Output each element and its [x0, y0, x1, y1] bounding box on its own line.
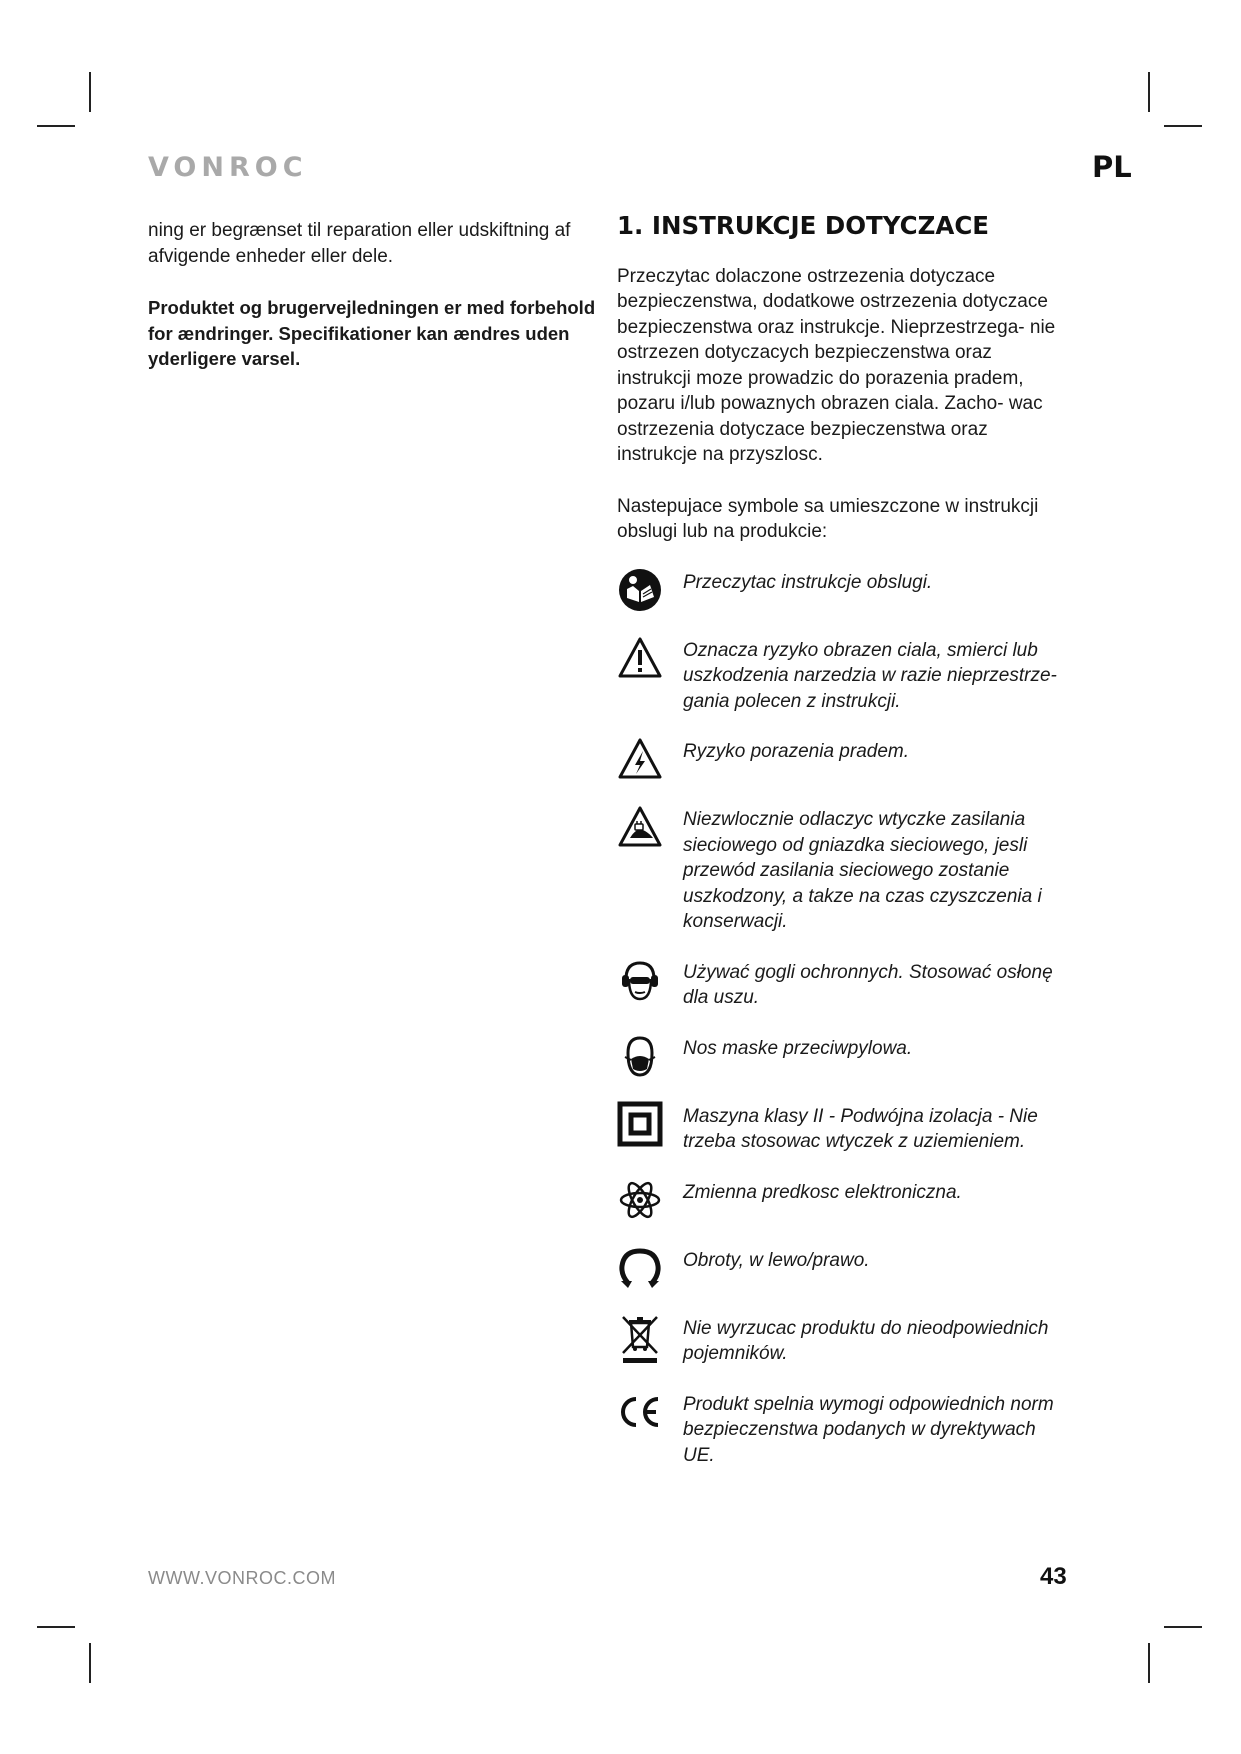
symbol-item: [617, 739, 1067, 782]
disclaimer-text: Produktet og brugervejledningen er med forbehold for ændringer. Specifikationer kan ændres uden yderligere varsel.: [148, 297, 596, 369]
symbol-item: [617, 1180, 1067, 1223]
crop-mark: [37, 1626, 75, 1628]
brand-logo: VONROC: [148, 152, 308, 183]
crop-mark: [1164, 1626, 1202, 1628]
left-column: [148, 218, 598, 398]
rotation-icon: [617, 1245, 663, 1291]
symbol-text: Nie wyrzucac produktu do nieodpowiednich pojemników.: [683, 1317, 1049, 1364]
symbol-item: [617, 1036, 1067, 1079]
symbol-item: [617, 1104, 1067, 1155]
unplug-icon: [617, 804, 663, 850]
crop-mark: [37, 125, 75, 127]
footer-url: WWW.VONROC.COM: [148, 1568, 336, 1588]
crop-mark: [1148, 72, 1150, 112]
warning-icon: [617, 635, 663, 681]
symbol-text: Nos maske przeciwpylowa.: [683, 1037, 913, 1059]
symbol-item: [617, 960, 1067, 1011]
symbol-item: [617, 638, 1067, 715]
goggles-ear-protection-icon: [617, 957, 663, 1003]
crop-mark: [89, 1643, 91, 1683]
read-manual-icon: [617, 567, 663, 613]
symbol-text: Niezwlocznie odlaczyc wtyczke zasilania sieciowego od gniazdka sieciowego, jesli przewód zasilania sieciowego zostanie uszkodzony, a takze na czas czyszczenia i konserwacji.: [683, 809, 1042, 932]
class-two-icon: [617, 1101, 663, 1147]
symbol-text: Ryzyko porazenia pradem.: [683, 741, 909, 762]
crop-mark: [1164, 125, 1202, 127]
symbol-item: [617, 1316, 1067, 1367]
symbols-intro-text: Nastepujace symbole sa umieszczone w instrukcji obslugi lub na produkcie:: [617, 495, 1039, 542]
symbol-list: [617, 570, 1067, 1469]
symbol-text: Produkt spelnia wymogi odpowiednich norm bezpieczenstwa podanych w dyrektywach UE.: [683, 1393, 1054, 1466]
ce-mark-icon: [617, 1389, 663, 1435]
symbol-item: [617, 1248, 1067, 1291]
crop-mark: [89, 72, 91, 112]
symbol-item: [617, 570, 1067, 613]
symbol-text: Zmienna predkosc elektroniczna.: [683, 1181, 962, 1203]
language-code: PL: [1092, 150, 1132, 184]
symbol-item: [617, 1392, 1067, 1469]
symbol-item: [617, 807, 1067, 935]
symbol-text: Maszyna klasy II - Podwójna izolacja - Nie trzeba stosowac wtyczek z uziemieniem.: [683, 1105, 1038, 1152]
variable-speed-icon: [617, 1177, 663, 1223]
symbol-text: Oznacza ryzyko obrazen ciala, smierci lub uszkodzenia narzedzia w razie nieprzestrze- gania polecen z instrukcji.: [683, 639, 1057, 712]
dust-mask-icon: [617, 1033, 663, 1079]
symbol-text: Przeczytac instrukcje obslugi.: [683, 571, 933, 593]
right-column: [617, 213, 1067, 1493]
safety-intro-text: Przeczytac dolaczone ostrzezenia dotyczace bezpieczenstwa, dodatkowe ostrzezenia dotyczace bezpieczenstwa oraz instrukcje. Nieprzestrzega- nie ostrzezen dotyczacych bezpieczenstwa oraz instrukcji moze prowadzic do porazenia pradem, pozaru i/lub powaznych obrazen ciala. Zacho- wac ostrzezenia dotyczace bezpieczenstwa oraz instrukcje na przyszlosc.: [617, 265, 1056, 465]
crop-mark: [1148, 1643, 1150, 1683]
section-title: 1. INSTRUKCJE DOTYCZACE: [617, 211, 990, 240]
symbol-text: Obroty, w lewo/prawo.: [683, 1249, 870, 1271]
electric-shock-icon: [617, 736, 663, 782]
page-number: 43: [1040, 1563, 1067, 1590]
symbol-text: Używać gogli ochronnych. Stosować osłonę dla uszu.: [683, 961, 1053, 1008]
warranty-text: ning er begrænset til reparation eller udskiftning af afvigende enheder eller dele.: [148, 220, 571, 267]
weee-bin-icon: [617, 1313, 663, 1363]
